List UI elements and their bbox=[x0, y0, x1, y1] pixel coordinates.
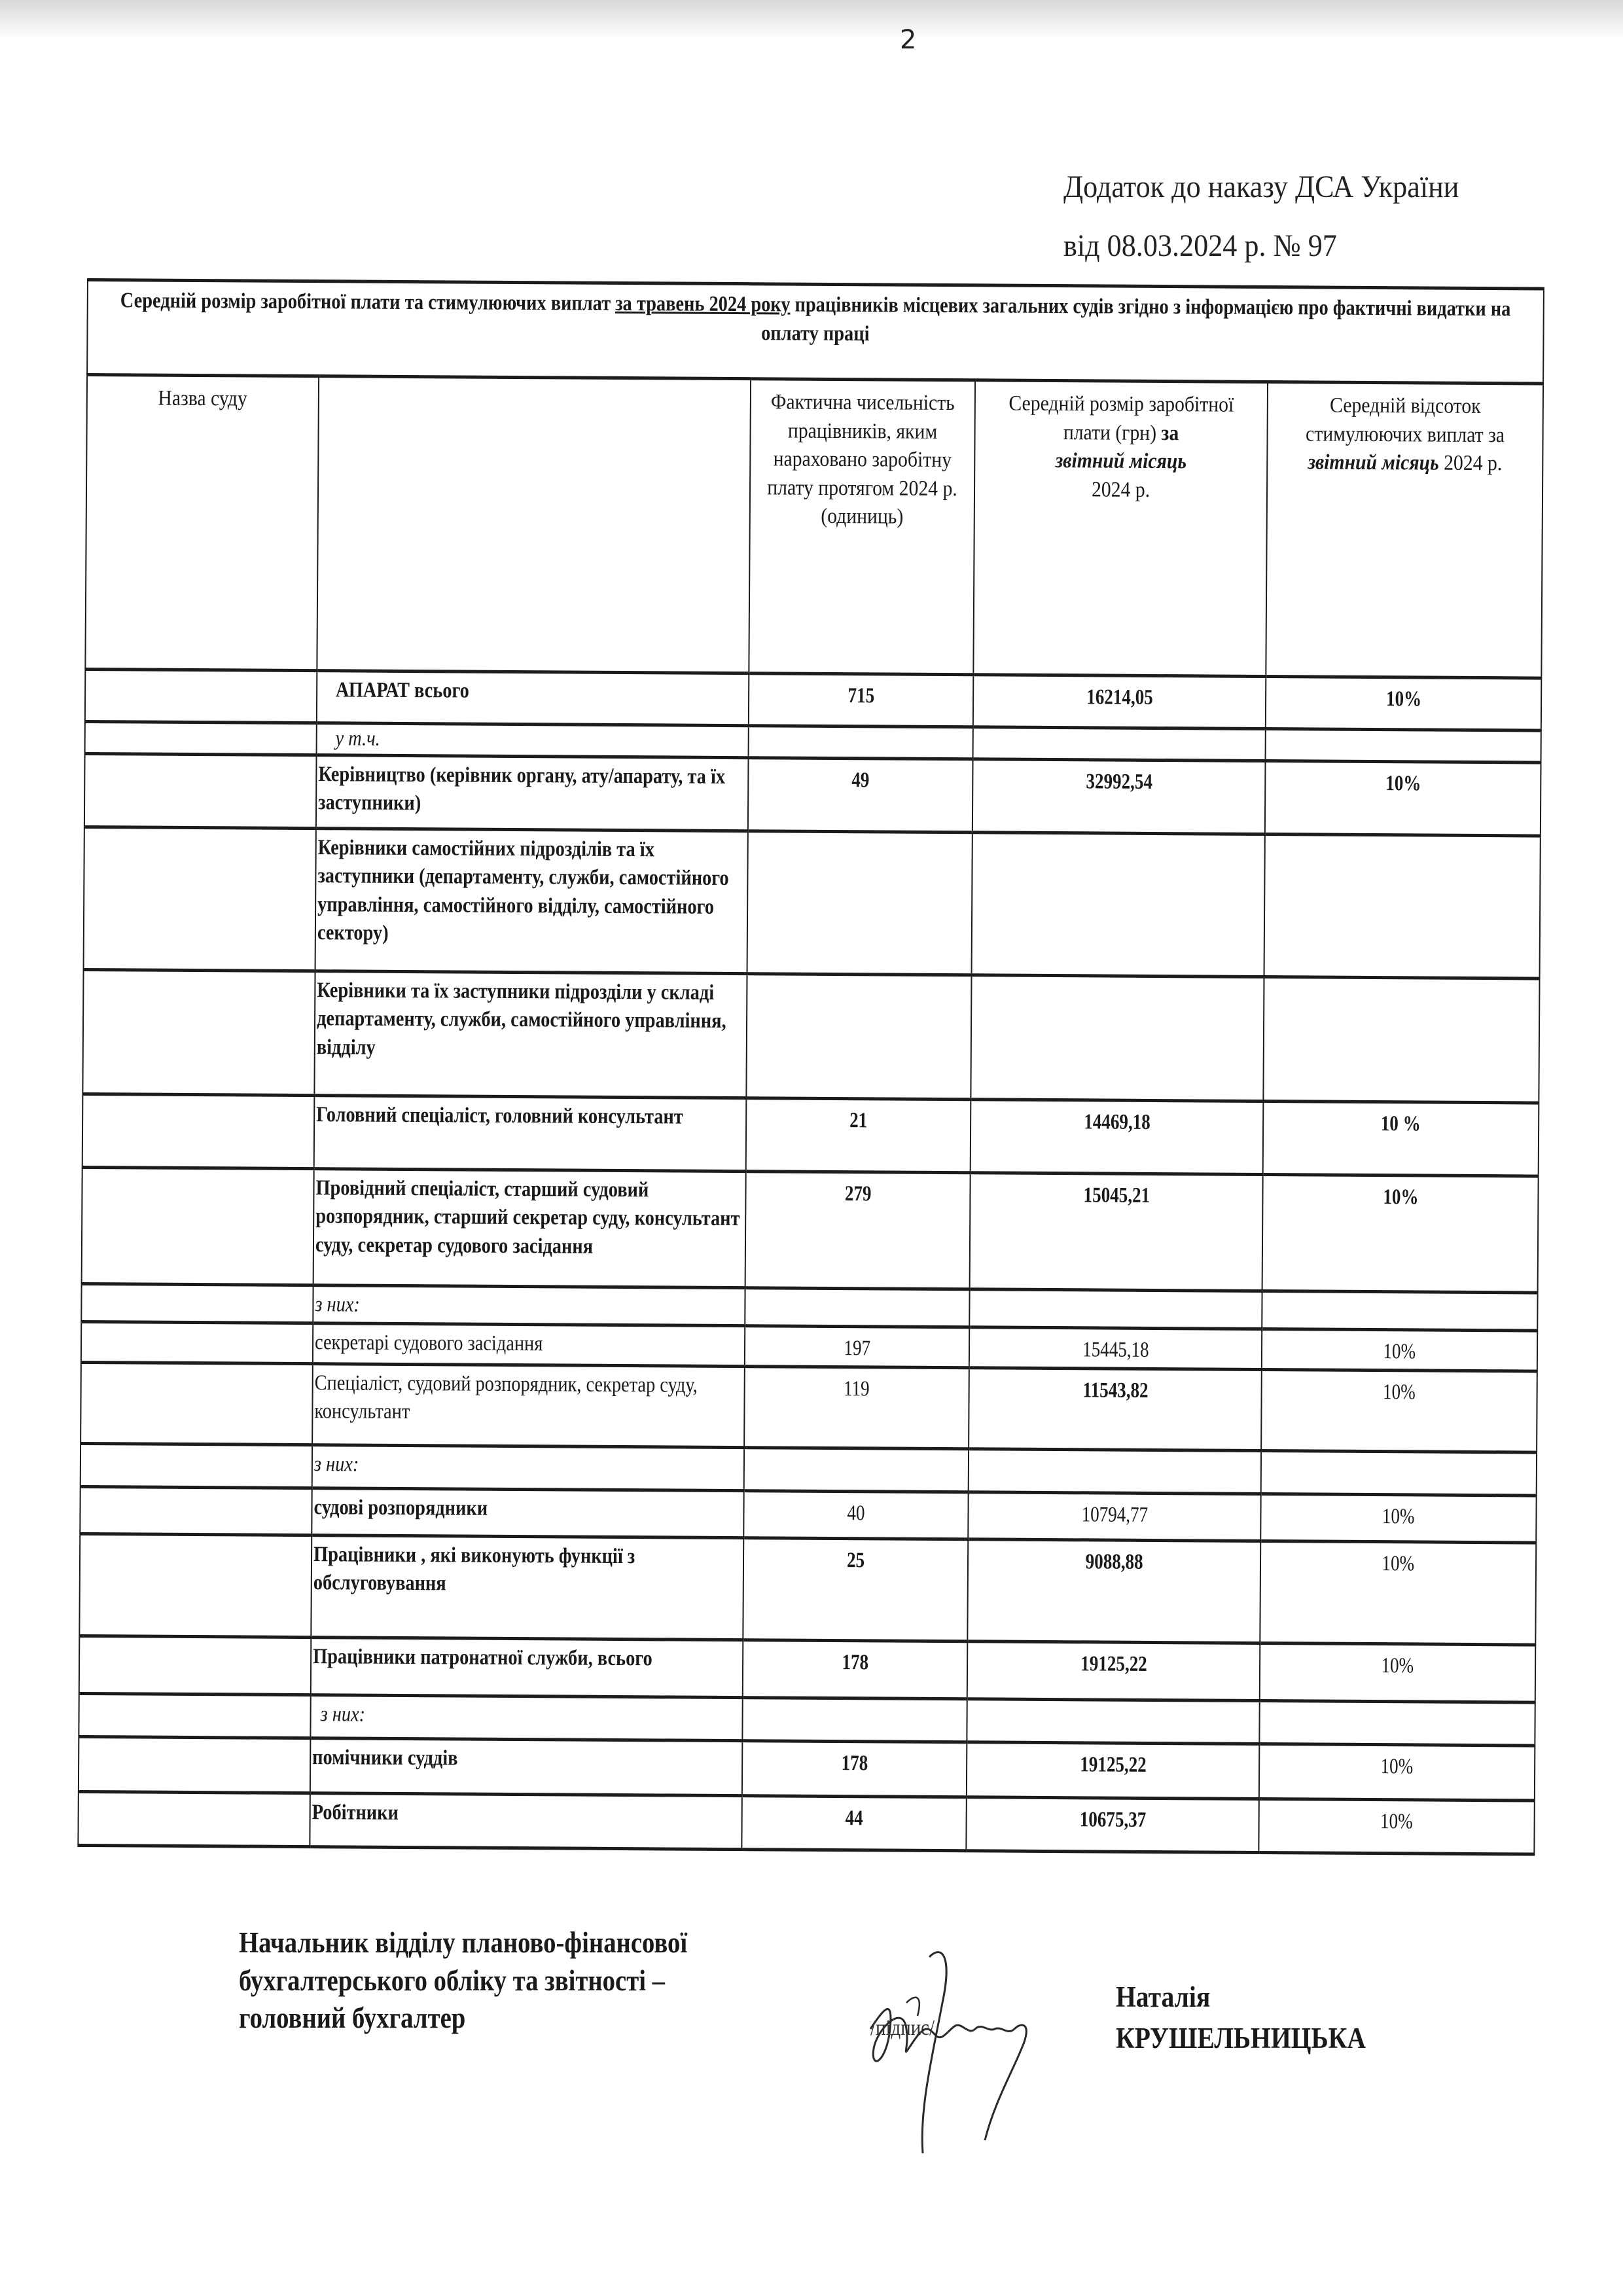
row-salary: 11543,82 bbox=[1082, 1378, 1149, 1403]
row-bonus: 10% bbox=[1382, 1185, 1419, 1209]
row-bonus: 10% bbox=[1380, 1754, 1414, 1778]
row-bonus: 10 % bbox=[1381, 1111, 1421, 1136]
row-salary: 19125,22 bbox=[1080, 1651, 1147, 1676]
row-label: Провідний спеціаліст, старший судовий розпорядник, старший секретар суду, консультант суду, секретар судового засідання bbox=[315, 1175, 740, 1259]
page-number: 2 bbox=[900, 25, 917, 55]
row-count: 21 bbox=[849, 1108, 868, 1132]
table-row bbox=[82, 1094, 1539, 1176]
table-row bbox=[82, 1167, 1539, 1293]
table-row bbox=[82, 969, 1539, 1103]
header-bonus-percent: Середній відсоток стимулюючих виплат за звітний місяць 2024 р. bbox=[1266, 382, 1543, 679]
title-text: Середній розмір заробітної плати та стимулюючих виплат bbox=[120, 289, 616, 315]
row-salary: 15045,21 bbox=[1083, 1183, 1150, 1208]
title-period: за травень 2024 року bbox=[615, 291, 791, 317]
row-label: Спеціаліст, судовий розпорядник, секретар суду, консультант bbox=[314, 1371, 698, 1424]
table-row bbox=[80, 1486, 1536, 1543]
table-row bbox=[80, 1362, 1537, 1452]
row-count: 279 bbox=[844, 1181, 872, 1206]
row-count: 197 bbox=[844, 1336, 870, 1360]
signature-label: /підпис/ bbox=[870, 2016, 935, 2040]
row-label: Керівники самостійних підрозділів та їх заступники (департаменту, служби, самостійного управління, самостійного відділу, самостійного сектору) bbox=[317, 835, 729, 946]
header-headcount: Фактична чисельність працівників, яким нараховано заробітну плату протягом 2024 р. (одиниць) bbox=[749, 379, 975, 675]
row-bonus: 10% bbox=[1381, 1653, 1414, 1677]
row-bonus: 10% bbox=[1385, 687, 1421, 711]
row-count: 178 bbox=[841, 1751, 868, 1775]
appendix-order-date: від 08.03.2024 р. № 97 bbox=[1063, 228, 1337, 263]
signatory-name: Наталія КРУШЕЛЬНИЦЬКА bbox=[1116, 1981, 1366, 2054]
table-row bbox=[79, 1736, 1535, 1801]
table-row bbox=[79, 1534, 1536, 1645]
table-row bbox=[78, 1791, 1534, 1854]
row-salary: 9088,88 bbox=[1085, 1549, 1143, 1574]
row-salary: 16214,05 bbox=[1086, 685, 1153, 709]
table-row bbox=[84, 753, 1541, 836]
appendix-reference: Додаток до наказу ДСА України bbox=[1063, 170, 1459, 204]
row-label: Робітники bbox=[312, 1800, 399, 1825]
row-bonus: 10% bbox=[1382, 1551, 1415, 1575]
table-title bbox=[87, 280, 1544, 384]
row-label: у т.ч. bbox=[335, 726, 380, 751]
row-label: з них: bbox=[313, 1452, 359, 1477]
row-label: секретарі судового засідання bbox=[314, 1330, 543, 1355]
row-salary: 32992,54 bbox=[1085, 769, 1152, 794]
row-label: Працівники патронатної служби, всього bbox=[313, 1644, 652, 1670]
row-label: судові розпорядники bbox=[313, 1495, 488, 1520]
handwritten-signature bbox=[844, 1931, 1067, 2166]
row-count: 119 bbox=[844, 1376, 870, 1401]
row-label: Головний спеціаліст, головний консультант bbox=[316, 1102, 683, 1129]
row-label: АПАРАТ всього bbox=[335, 678, 469, 703]
header-court-name: Назва суду bbox=[85, 375, 319, 671]
scan-shadow bbox=[0, 0, 1623, 39]
row-count: 40 bbox=[847, 1501, 865, 1525]
signatory-position: Начальник відділу планово-фінансової бухгалтерського обліку та звітності – головний бухгалтер bbox=[239, 1926, 688, 2035]
row-salary: 14469,18 bbox=[1083, 1109, 1150, 1134]
row-salary: 19125,22 bbox=[1079, 1752, 1147, 1777]
row-label: помічники суддів bbox=[312, 1745, 458, 1770]
row-salary: 10794,77 bbox=[1081, 1502, 1148, 1527]
row-bonus: 10% bbox=[1385, 771, 1421, 796]
row-label: з них: bbox=[320, 1702, 366, 1727]
row-label: Працівники , які виконують функції з обслуговування bbox=[313, 1542, 635, 1596]
row-bonus: 10% bbox=[1382, 1504, 1415, 1528]
table-row bbox=[84, 827, 1541, 978]
table-row bbox=[79, 1636, 1536, 1702]
row-salary: 10675,37 bbox=[1079, 1807, 1146, 1832]
table-row bbox=[85, 669, 1541, 730]
row-count: 44 bbox=[845, 1806, 863, 1830]
row-bonus: 10% bbox=[1383, 1339, 1416, 1363]
row-label: Керівники та їх заступники підрозділи у складі департаменту, служби, самостійного управління, відділу bbox=[316, 978, 726, 1060]
row-bonus: 10% bbox=[1383, 1380, 1416, 1404]
row-count: 178 bbox=[842, 1650, 869, 1674]
row-count: 25 bbox=[846, 1548, 865, 1572]
row-count: 49 bbox=[851, 768, 870, 792]
row-label: Керівництво (керівник органу, ату/апарату, та їх заступники) bbox=[318, 762, 726, 816]
row-salary: 15445,18 bbox=[1082, 1337, 1149, 1362]
row-count: 715 bbox=[847, 684, 875, 708]
salary-report-table bbox=[77, 278, 1544, 1856]
title-text-end: працівників місцевих загальних судів згідно з інформацією про фактичні видатки на оплату праці bbox=[761, 293, 1511, 346]
row-label: з них: bbox=[315, 1292, 361, 1317]
header-avg-salary: Середній розмір заробітної плати (грн) за звітний місяць 2024 р. bbox=[973, 380, 1268, 677]
row-bonus: 10% bbox=[1380, 1809, 1414, 1833]
header-category bbox=[317, 376, 751, 673]
